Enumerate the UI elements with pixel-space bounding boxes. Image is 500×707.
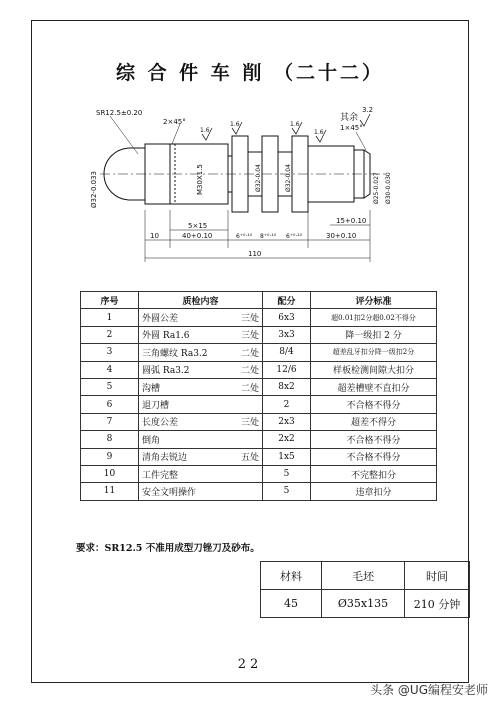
row-item-name: 工件完整	[142, 470, 179, 481]
table-row	[81, 448, 437, 465]
material-value: 45	[261, 590, 322, 618]
row-score: 5	[263, 483, 311, 500]
table-row	[81, 378, 437, 395]
row-standard: 不完整扣分	[311, 465, 437, 482]
row-item-count: 二处	[240, 383, 259, 394]
watermark: 头条 @UG编程安老师	[370, 683, 488, 697]
table-row	[81, 483, 437, 500]
header-item: 质检内容	[139, 292, 263, 309]
table-row	[81, 361, 437, 378]
row-score: 6x3	[263, 309, 311, 326]
row-standard: 超差乱牙扣分降一级扣2分	[311, 344, 437, 361]
row-no: 9	[81, 448, 139, 465]
row-item-name: 圆弧 Ra3.2	[142, 366, 190, 377]
row-no: 6	[81, 396, 139, 413]
row-item	[139, 465, 263, 482]
quality-check-table	[80, 291, 437, 501]
blank-value: Ø35x135	[322, 590, 405, 618]
table-row	[81, 326, 437, 343]
row-no: 10	[81, 465, 139, 482]
row-item-count: 二处	[240, 348, 259, 359]
row-item-name: 清角去锐边	[142, 453, 188, 464]
row-no: 5	[81, 378, 139, 395]
row-standard: 超差槽壁不直扣分	[311, 378, 437, 395]
row-item-count: 二处	[240, 366, 259, 377]
row-score: 3x3	[263, 326, 311, 343]
row-standard: 不合格不得分	[311, 448, 437, 465]
dim-dia-mid1: Ø32-0.04	[255, 164, 262, 192]
label-roughness-other: 3.2	[362, 106, 374, 114]
row-item-name: 沟槽	[142, 383, 161, 394]
dim-8: 8⁺⁰·¹⁰	[260, 233, 277, 240]
row-score: 2x3	[263, 413, 311, 430]
row-score: 2	[263, 396, 311, 413]
row-item	[139, 431, 263, 448]
roughness-2: 1.6	[230, 121, 240, 128]
table-header-row	[81, 292, 437, 309]
row-score: 12/6	[263, 361, 311, 378]
time-value: 210 分钟	[405, 590, 470, 618]
row-item-name: 外圆 Ra1.6	[142, 331, 190, 342]
row-score: 5	[263, 465, 311, 482]
roughness-3: 1.6	[290, 121, 300, 128]
blank-header: 毛坯	[322, 562, 405, 590]
row-no: 3	[81, 344, 139, 361]
row-item-name: 安全文明操作	[142, 487, 197, 498]
row-item	[139, 309, 263, 326]
row-no: 2	[81, 326, 139, 343]
row-item	[139, 361, 263, 378]
material-header: 材料	[261, 562, 322, 590]
dim-10: 10	[150, 232, 159, 240]
page-number: 22	[237, 657, 263, 672]
row-no: 1	[81, 309, 139, 326]
row-no: 8	[81, 431, 139, 448]
row-score: 1x5	[263, 448, 311, 465]
label-sr: SR12.5±0.20	[96, 109, 143, 117]
row-no: 11	[81, 483, 139, 500]
row-standard: 超0.01扣2分超0.02不得分	[311, 309, 437, 326]
row-item-count: 三处	[240, 331, 259, 342]
row-standard: 违章扣分	[311, 483, 437, 500]
row-no: 7	[81, 413, 139, 430]
row-standard: 超差不得分	[311, 413, 437, 430]
table-row	[81, 465, 437, 482]
dim-6b: 6⁺⁰·¹⁰	[286, 233, 303, 240]
row-item-count: 三处	[240, 418, 259, 429]
row-item	[139, 344, 263, 361]
requirement-note: 要求：SR12.5 不准用成型刀锉刀及砂布。	[76, 543, 260, 554]
header-score: 配分	[263, 292, 311, 309]
row-score: 8/4	[263, 344, 311, 361]
row-no: 4	[81, 361, 139, 378]
label-roughness-other-prefix: 其余	[340, 113, 359, 123]
row-item	[139, 326, 263, 343]
table-row	[81, 309, 437, 326]
header-standard: 评分标准	[311, 292, 437, 309]
table-row	[81, 396, 437, 413]
table-row	[81, 344, 437, 361]
dim-dia-right2: Ø30-0.030	[385, 172, 392, 204]
dim-groove: 5×15	[188, 222, 208, 230]
header-no: 序号	[81, 292, 139, 309]
row-score: 2x2	[263, 431, 311, 448]
row-item-name: 外圆公差	[142, 314, 179, 325]
dim-15: 15+0.10	[336, 217, 367, 225]
row-item-name: 长度公差	[142, 418, 179, 429]
part-drawing	[60, 100, 420, 270]
row-standard: 样板检测间隙大扣分	[311, 361, 437, 378]
row-item	[139, 413, 263, 430]
dim-30: 30+0.10	[326, 232, 357, 240]
table-row	[81, 431, 437, 448]
row-item-name: 倒角	[142, 435, 161, 446]
label-chamfer-right: 1×45°	[340, 124, 363, 132]
dim-dia-mid2: Ø32-0.04	[285, 164, 292, 192]
row-score: 8x2	[263, 378, 311, 395]
dim-110: 110	[248, 250, 262, 258]
dim-40: 40+0.10	[182, 232, 213, 240]
label-chamfer-left: 2×45°	[163, 118, 186, 126]
dim-dia-right1: Ø25-0.027	[373, 172, 380, 204]
dim-thread: M30X1.5	[196, 164, 204, 195]
row-item	[139, 396, 263, 413]
table-row	[81, 413, 437, 430]
time-header: 时间	[405, 562, 470, 590]
row-item-count: 三处	[240, 314, 259, 325]
roughness-1: 1.6	[200, 127, 210, 134]
row-item-name: 三角螺纹 Ra3.2	[142, 348, 208, 359]
dim-dia-left: Ø32-0.033	[90, 171, 98, 208]
row-item-name: 退刀槽	[142, 401, 170, 412]
row-item	[139, 483, 263, 500]
row-item	[139, 378, 263, 395]
row-item-count: 五处	[240, 453, 259, 464]
row-standard: 不合格不得分	[311, 396, 437, 413]
row-standard: 降一级扣 2 分	[311, 326, 437, 343]
material-table	[260, 561, 470, 618]
roughness-4: 1.6	[314, 129, 324, 136]
page-title: 综 合 件 车 削 （二十二）	[115, 62, 385, 84]
row-item	[139, 448, 263, 465]
dim-6a: 6⁺⁰·¹⁰	[236, 233, 253, 240]
row-standard: 不合格不得分	[311, 431, 437, 448]
